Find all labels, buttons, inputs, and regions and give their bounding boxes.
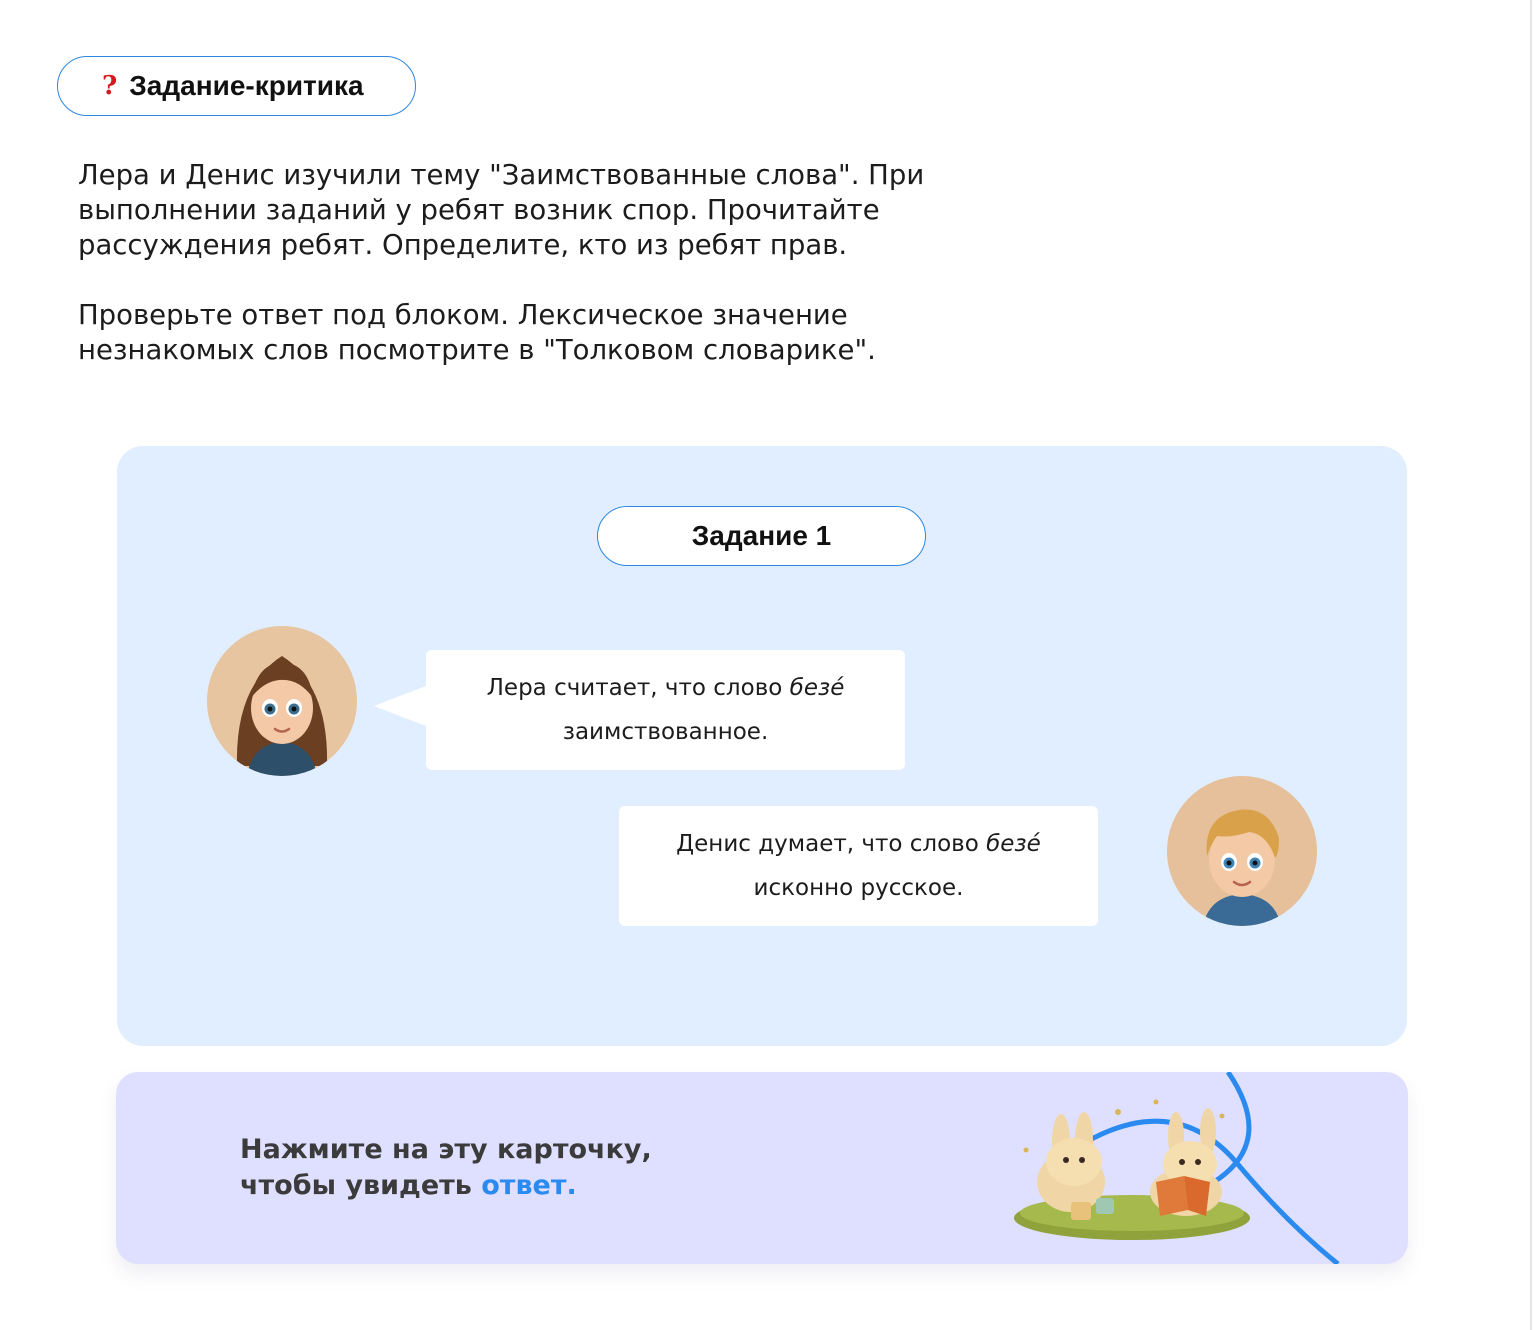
lera-keyword: безé [789,675,845,701]
denis-text-end: исконно русское. [753,875,964,901]
instructions-paragraph-2: Проверьте ответ под блоком. Лексическое значение незнакомых слов посмотрите в "Толковом словарике". [78,299,876,366]
task-title: Задание 1 [597,506,926,566]
instructions-paragraph-1: Лера и Денис изучили тему "Заимствованные слова". При выполнении заданий у ребят возник спор. Прочитайте рассуждения ребят. Определите, кто из ребят прав. [78,159,925,261]
boy-avatar [1167,776,1317,926]
page-edge-divider [1530,0,1532,1330]
lera-bubble-tail [374,686,426,726]
bunnies-reading-illustration [116,1072,1408,1264]
show-answer-card[interactable] [116,1072,1408,1264]
task-type-label: Задание-критика [129,70,364,101]
denis-text-start: Денис думает, что слово [676,831,987,857]
lera-text-end: заимствованное. [562,719,769,745]
lera-text-start: Лера считает, что слово [486,675,790,701]
task-instructions [78,158,978,368]
denis-speech-bubble [619,806,1098,926]
task-card [117,446,1407,1046]
girl-avatar [207,626,357,776]
denis-keyword: безé [986,831,1041,857]
task-type-badge [57,56,416,116]
lera-speech-bubble [426,650,905,770]
show-answer-line-1: Нажмите на эту карточку, [240,1134,652,1165]
question-mark-icon: ? [102,71,118,101]
show-answer-line-2: чтобы увидеть [240,1170,482,1201]
answer-link: ответ. [481,1170,577,1201]
